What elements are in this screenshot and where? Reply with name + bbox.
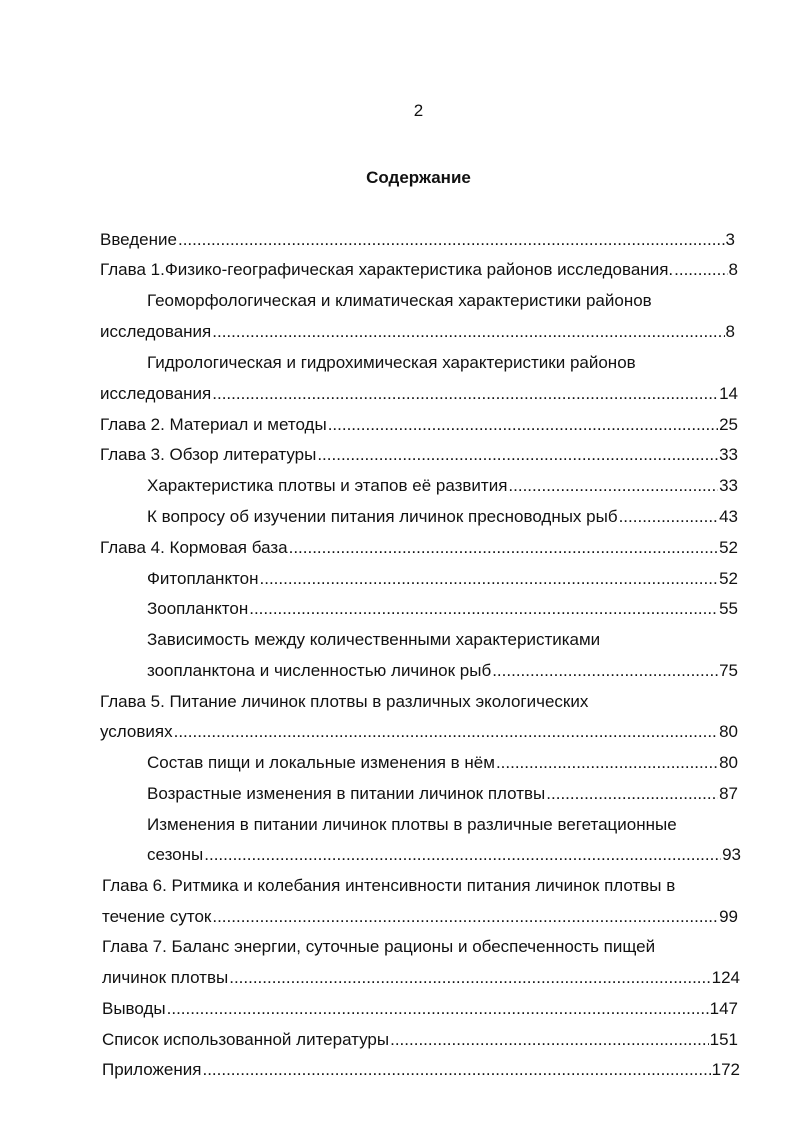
dot-leader <box>508 474 718 498</box>
dot-leader <box>202 1058 710 1082</box>
dot-leader <box>229 966 710 990</box>
toc-entry-label: Выводы <box>102 999 166 1018</box>
dot-leader <box>167 997 709 1021</box>
toc-entry-section-3-2 <box>147 505 738 529</box>
dot-leader <box>174 720 718 744</box>
toc-entry-page: 55 <box>719 599 738 618</box>
toc-entry-label: Глава 4. Кормовая база <box>100 538 288 557</box>
dot-leader <box>674 258 727 282</box>
toc-entry-chapter-1 <box>100 258 738 282</box>
toc-entry-appendices <box>102 1058 740 1082</box>
toc-entry-label: Фитопланктон <box>147 569 259 588</box>
toc-entry-page: 75 <box>719 661 738 680</box>
toc-entry-section-5-3 <box>147 813 747 837</box>
toc-entry-label: Приложения <box>102 1060 202 1079</box>
toc-entry-page: 87 <box>719 784 738 803</box>
toc-entry-page: 43 <box>719 507 738 526</box>
toc-entry-label: Зависимость между количественными характеристиками <box>147 630 601 649</box>
dot-leader <box>546 782 718 806</box>
page-title: Содержание <box>366 168 471 187</box>
toc-entry-section-5-1 <box>147 751 738 775</box>
dot-leader <box>260 567 719 591</box>
toc-entry-label: Глава 6. Ритмика и колебания интенсивности питания личинок плотвы в <box>102 876 676 895</box>
toc-entry-section-4-3 <box>147 628 707 652</box>
dot-leader <box>212 905 718 929</box>
toc-entry-label: К вопросу об изучении питания личинок пресноводных рыб <box>147 507 618 526</box>
toc-entry-page: 151 <box>709 1030 738 1049</box>
toc-entry-chapter-6 <box>102 874 742 898</box>
toc-entry-page: 8 <box>728 260 738 279</box>
dot-leader <box>178 228 725 252</box>
toc-entry-page: 8 <box>725 322 735 341</box>
toc-entry-page: 3 <box>725 230 735 249</box>
toc-entry-page: 52 <box>719 569 738 588</box>
dot-leader <box>212 320 724 344</box>
toc-entry-label: Глава 3. Обзор литературы <box>100 445 317 464</box>
toc-entry-label: Глава 7. Баланс энергии, суточные рационы и обеспеченность пищей <box>102 937 656 956</box>
toc-entry-label: сезоны <box>147 845 204 864</box>
toc-entry-page: 80 <box>719 753 738 772</box>
dot-leader <box>619 505 719 529</box>
toc-entry-label: исследования <box>100 384 212 403</box>
toc-entry-section-3-1 <box>147 474 738 498</box>
toc-entry-label: Глава 5. Питание личинок плотвы в различных экологических <box>100 692 589 711</box>
dot-leader <box>492 659 718 683</box>
toc-entry-page: 52 <box>719 538 738 557</box>
toc-entry-label: Гидрологическая и гидрохимическая характеристики районов <box>147 353 636 372</box>
toc-entry-label: Введение <box>100 230 177 249</box>
toc-entry-chapter-7-cont <box>102 966 740 990</box>
toc-entry-section-5-3-cont <box>147 843 741 867</box>
toc-entry-label: Геоморфологическая и климатическая характеристики районов <box>147 291 652 310</box>
toc-entry-label: условиях <box>100 722 173 741</box>
toc-entry-conclusions <box>102 997 738 1021</box>
toc-entry-section-1-1-cont <box>100 320 735 344</box>
toc-entry-chapter-4 <box>100 536 738 560</box>
toc-entry-chapter-5-cont <box>100 720 738 744</box>
dot-leader <box>204 843 721 867</box>
toc-entry-page: 25 <box>719 415 738 434</box>
toc-entry-chapter-5 <box>100 690 700 714</box>
toc-entry-label: Характеристика плотвы и этапов её развития <box>147 476 508 495</box>
toc-entry-page: 33 <box>719 476 738 495</box>
dot-leader <box>249 597 718 621</box>
toc-entry-label: течение суток <box>102 907 212 926</box>
toc-entry-page: 124 <box>711 968 740 987</box>
toc-entry-section-4-3-cont <box>147 659 738 683</box>
toc-entry-page: 80 <box>719 722 738 741</box>
toc-entry-page: 93 <box>722 845 741 864</box>
toc-entry-page: 14 <box>719 384 738 403</box>
toc-entry-label: Глава 2. Материал и методы <box>100 415 327 434</box>
toc-entry-label: исследования <box>100 322 212 341</box>
toc-entry-label: Список использованной литературы <box>102 1030 390 1049</box>
toc-entry-label: Зоопланктон <box>147 599 249 618</box>
toc-entry-page: 147 <box>709 999 738 1018</box>
toc-entry-section-1-2-cont <box>100 382 738 406</box>
toc-entry-label: зоопланктона и численностью личинок рыб <box>147 661 492 680</box>
toc-entry-page: 33 <box>719 445 738 464</box>
toc-entry-introduction <box>100 228 735 252</box>
toc-entry-section-5-2 <box>147 782 738 806</box>
toc-entry-label: личинок плотвы <box>102 968 229 987</box>
toc-entry-chapter-3 <box>100 443 738 467</box>
toc-entry-references <box>102 1028 738 1052</box>
toc-entry-section-4-1 <box>147 567 738 591</box>
dot-leader <box>328 413 718 437</box>
toc-entry-section-1-2 <box>147 351 707 375</box>
dot-leader <box>317 443 718 467</box>
page-number: 2 <box>413 101 424 120</box>
toc-entry-chapter-7 <box>102 935 742 959</box>
dot-leader <box>212 382 718 406</box>
toc-entry-chapter-2 <box>100 413 738 437</box>
toc-entry-label: Состав пищи и локальные изменения в нём <box>147 753 495 772</box>
toc-entry-label: Возрастные изменения в питании личинок плотвы <box>147 784 546 803</box>
toc-entry-section-4-2 <box>147 597 738 621</box>
dot-leader <box>289 536 718 560</box>
toc-entry-chapter-6-cont <box>102 905 738 929</box>
toc-entry-page: 172 <box>711 1060 740 1079</box>
toc-entry-page: 99 <box>719 907 738 926</box>
dot-leader <box>496 751 718 775</box>
dot-leader <box>390 1028 709 1052</box>
toc-entry-section-1-1 <box>147 289 707 313</box>
toc-entry-label: Глава 1.Физико-географическая характеристика районов исследования. <box>100 260 674 279</box>
toc-entry-label: Изменения в питании личинок плотвы в различные вегетационные <box>147 815 677 834</box>
